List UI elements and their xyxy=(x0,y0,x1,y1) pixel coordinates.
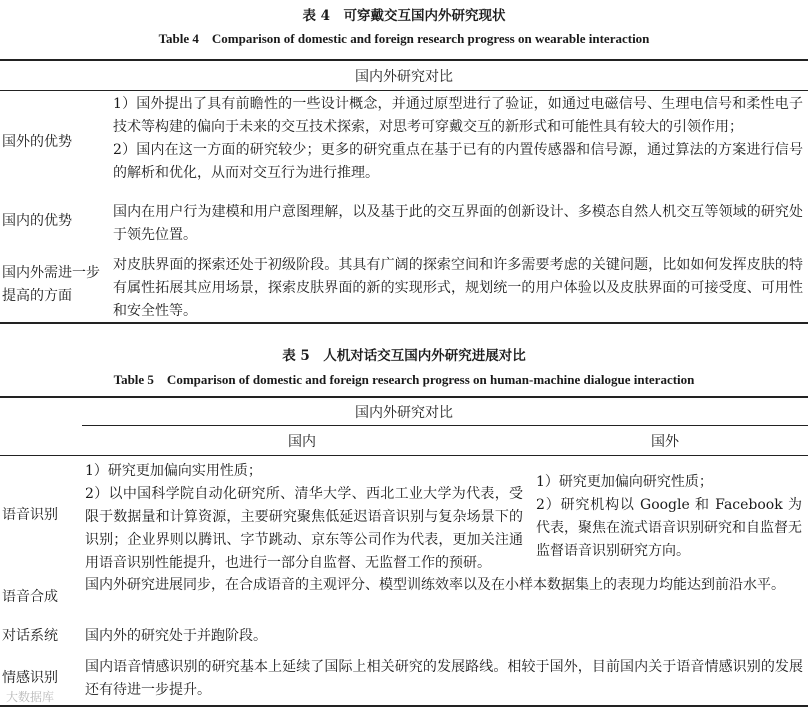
table4-improve-para: 对皮肤界面的探索还处于初级阶段。其具有广阔的探索空间和许多需要考虑的关键问题，比如如何发挥皮肤的特有属性拓展其应用场景，探索皮肤界面的新的实现形式，规划统一的用户体验以及皮肤界面的可接受度、可用性和安全性等。 xyxy=(113,257,803,319)
table5-col-foreign: 国外 xyxy=(651,434,679,450)
table5-header-midrule xyxy=(82,425,808,426)
table4-top-rule xyxy=(0,59,808,61)
table5-row-label-asr: 语音识别 xyxy=(2,507,58,523)
table4-foreign-para-2: 2）国内在这一方面的研究较少；更多的研究重点在基于已有的内置传感器和信号源，通过算法的方案进行信号的解析和优化，从而对交互行为进行推理。 xyxy=(113,142,803,181)
table5-row-asr-domestic xyxy=(85,460,523,575)
table5-bottom-rule xyxy=(0,705,808,707)
table4-foreign-para-1: 1）国外提出了具有前瞻性的一些设计概念，并通过原型进行了验证，如通过电磁信号、生理电信号和柔性电子技术等构建的偏向于未来的交互技术探索，对思考可穿戴交互的新形式和可能性具有较大的引领作用； xyxy=(113,96,803,135)
table5-caption-en: Table 5 Comparison of domestic and foreign research progress on human-machine dialogue interaction xyxy=(113,372,695,387)
table5-row-dialog: 国内外的研究处于并跑阶段。 xyxy=(85,628,267,644)
table4-caption-en: Table 4 Comparison of domestic and foreign research progress on wearable interaction xyxy=(158,31,650,46)
table5-row-label-tts: 语音合成 xyxy=(2,589,58,605)
table5-asr-domestic-para-2: 2）以中国科学院自动化研究所、清华大学、西北工业大学为代表，受限于数据量和计算资源，主要研究聚焦低延迟语音识别与复杂场景下的识别；企业界则以腾讯、字节跳动、京东等公司作为代表，更加关注通用语音识别性能提升，也进行一部分自监督、无监督工作的预研。 xyxy=(85,486,523,571)
table5-col-domestic: 国内 xyxy=(288,434,316,450)
table5-row-asr-foreign xyxy=(536,471,802,563)
table4-row-label-foreign: 国外的优势 xyxy=(2,134,72,150)
table5-row-emotion: 国内语音情感识别的研究基本上延续了国际上相关研究的发展路线。相较于国外，目前国内关于语音情感识别的发展还有待进一步提升。 xyxy=(85,659,803,698)
table5-asr-foreign-para-2: 2）研究机构以 Google 和 Facebook 为代表，聚焦在流式语音识别研究和自监督无监督语音识别研究方向。 xyxy=(536,497,802,559)
table5-top-rule xyxy=(0,396,808,398)
watermark: 大数据库 xyxy=(6,690,55,704)
table4-row-foreign xyxy=(113,93,803,185)
table4-row-improve xyxy=(113,254,803,323)
table5-row-tts: 国内外研究进展同步，在合成语音的主观评分、模型训练效率以及在小样本数据集上的表现力均能达到前沿水平。 xyxy=(85,577,785,593)
table4-domestic-para: 国内在用户行为建模和用户意图理解，以及基于此的交互界面的创新设计、多模态自然人机交互等领域的研究处于领先位置。 xyxy=(113,204,803,243)
table5-row-label-emotion: 情感识别 xyxy=(2,670,58,686)
table4-row-domestic xyxy=(113,201,803,247)
table5-asr-foreign-para-1: 1）研究更加偏向研究性质； xyxy=(536,474,713,490)
table4-row-label-domestic: 国内的优势 xyxy=(2,213,72,229)
table5-header: 国内外研究对比 xyxy=(355,405,453,421)
table4-header-rule xyxy=(0,90,808,91)
table5-caption-cn: 表 5 人机对话交互国内外研究进展对比 xyxy=(282,348,526,364)
table4-row-label-improve: 国内外需进一步提高的方面 xyxy=(2,265,100,304)
table4-header: 国内外研究对比 xyxy=(355,69,453,85)
table5-header-rule xyxy=(0,455,808,456)
table4-bottom-rule xyxy=(0,322,808,324)
table4-caption-cn: 表 4 可穿戴交互国内外研究现状 xyxy=(302,8,506,24)
table5-asr-domestic-para-1: 1）研究更加偏向实用性质； xyxy=(85,463,262,479)
table5-row-label-dialog: 对话系统 xyxy=(2,628,58,644)
